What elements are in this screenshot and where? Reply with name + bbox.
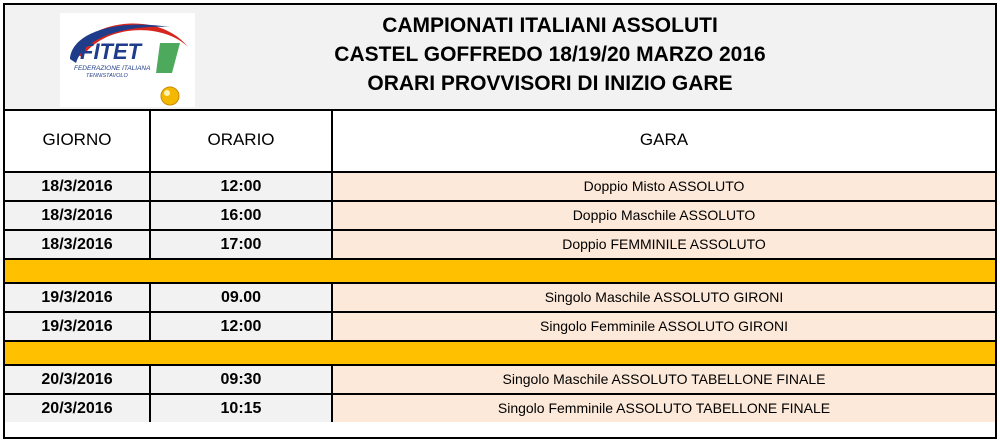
orario-cell: 12:00 <box>151 313 333 340</box>
table-row <box>5 313 995 342</box>
day-separator <box>5 342 995 366</box>
column-header-row <box>5 111 995 173</box>
gara-cell: Singolo Maschile ASSOLUTO TABELLONE FINALE <box>333 366 995 393</box>
header <box>5 5 995 111</box>
schedule-sheet <box>3 3 997 439</box>
orario-cell: 17:00 <box>151 231 333 258</box>
giorno-cell: 18/3/2016 <box>5 231 151 258</box>
logo-sub2: TENNISTAVOLO <box>86 73 128 79</box>
table-row <box>5 366 995 395</box>
giorno-cell: 18/3/2016 <box>5 202 151 229</box>
giorno-cell: 19/3/2016 <box>5 313 151 340</box>
title-line-2: CASTEL GOFFREDO 18/19/20 MARZO 2016 <box>334 43 766 66</box>
column-header-gara: GARA <box>639 130 689 149</box>
title-line-1: CAMPIONATI ITALIANI ASSOLUTI <box>382 14 718 37</box>
gara-cell: Doppio FEMMINILE ASSOLUTO <box>333 231 995 258</box>
title-line-3: ORARI PROVVISORI DI INIZIO GARE <box>367 72 733 95</box>
gara-cell: Doppio Maschile ASSOLUTO <box>333 202 995 229</box>
fitet-logo <box>60 13 195 107</box>
table-row <box>5 284 995 313</box>
gara-cell: Singolo Femminile ASSOLUTO GIRONI <box>333 313 995 340</box>
orario-cell: 16:00 <box>151 202 333 229</box>
gara-cell: Doppio Misto ASSOLUTO <box>333 173 995 200</box>
table-row <box>5 231 995 260</box>
table-row <box>5 202 995 231</box>
table-row <box>5 173 995 202</box>
logo-sub1: FEDERAZIONE ITALIANA <box>74 65 151 72</box>
giorno-cell: 20/3/2016 <box>5 395 151 422</box>
column-header-giorno: GIORNO <box>5 111 151 171</box>
giorno-cell: 19/3/2016 <box>5 284 151 311</box>
table-row <box>5 395 995 422</box>
gara-cell: Singolo Maschile ASSOLUTO GIRONI <box>333 284 995 311</box>
column-header-orario: ORARIO <box>151 111 333 171</box>
orario-cell: 09.00 <box>151 284 333 311</box>
orario-cell: 09:30 <box>151 366 333 393</box>
giorno-cell: 20/3/2016 <box>5 366 151 393</box>
orario-cell: 10:15 <box>151 395 333 422</box>
orario-cell: 12:00 <box>151 173 333 200</box>
giorno-cell: 18/3/2016 <box>5 173 151 200</box>
day-separator <box>5 260 995 284</box>
gara-cell: Singolo Femminile ASSOLUTO TABELLONE FINALE <box>333 395 995 422</box>
logo-text: FITET <box>80 39 142 64</box>
title-block <box>205 11 895 98</box>
fitet-logo-graphic <box>60 13 195 107</box>
